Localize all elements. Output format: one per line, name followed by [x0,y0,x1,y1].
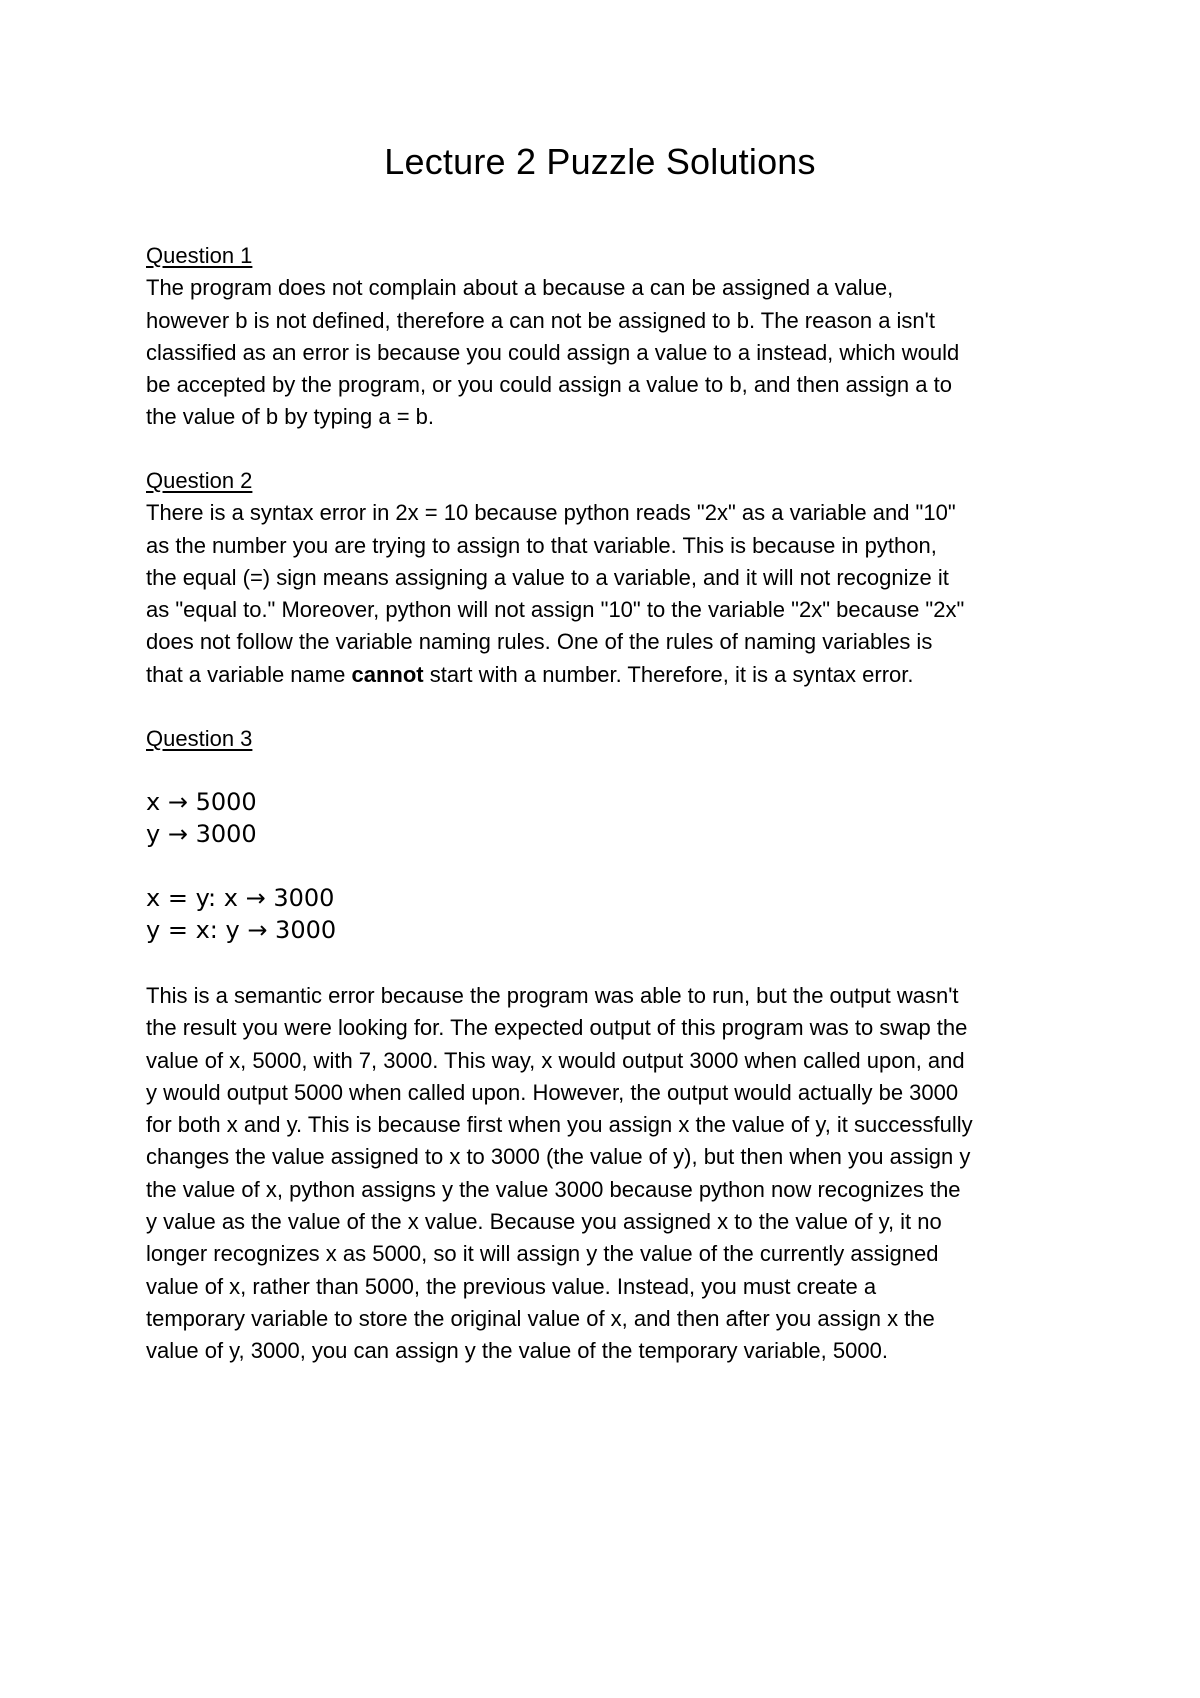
code-block-assignments [146,882,646,946]
code-line: y = x: y → 3000 [146,916,337,944]
question-3-line: the result you were looking for. The expected output of this program was to swap the [146,1015,968,1041]
question-2-line: the equal (=) sign means assigning a value to a variable, and it will not recognize it [146,564,949,590]
code-line: x = y: x → 3000 [146,884,335,912]
question-3-line: temporary variable to store the original value of x, and then after you assign x the [146,1305,935,1331]
question-1-line: the value of b by typing a = b. [146,404,435,430]
question-2-heading: Question 2 [146,468,253,493]
code-line: y → 3000 [146,820,257,848]
question-1-line: classified as an error is because you could assign a value to a instead, which would [146,339,960,365]
emphasis-cannot: cannot [351,661,424,687]
question-3-line: changes the value assigned to x to 3000 (the value of y), but then when you assign y [146,1144,971,1170]
question-2-line: There is a syntax error in 2x = 10 because python reads "2x" as a variable and "10" [146,500,956,526]
question-3-heading: Question 3 [146,726,253,751]
code-line: x → 5000 [146,788,257,816]
question-3-line: value of x, rather than 5000, the previous value. Instead, you must create a [146,1273,877,1299]
question-2-line: as the number you are trying to assign to that variable. This is because in python, [146,532,937,558]
question-3-line: the value of x, python assigns y the value 3000 because python now recognizes the [146,1176,961,1202]
code-block-initial-values [146,786,646,850]
question-3-explanation [146,980,1076,1368]
question-3-heading-block [146,723,1076,755]
question-1-line: however b is not defined, therefore a can not be assigned to b. The reason a isn't [146,307,935,333]
question-2-last-line-end: start with a number. Therefore, it is a syntax error. [423,661,914,687]
question-3-line: for both x and y. This is because first when you assign x the value of y, it successfully [146,1112,973,1138]
question-2-last-line-start: that a variable name [146,661,352,687]
question-3-line: value of y, 3000, you can assign y the value of the temporary variable, 5000. [146,1338,888,1364]
question-1-heading: Question 1 [146,243,253,268]
question-3-line: This is a semantic error because the program was able to run, but the output wasn't [146,983,959,1008]
question-2-line: as "equal to." Moreover, python will not assign "10" to the variable "2x" because "2x" [146,597,965,623]
question-2-section [146,465,1076,691]
question-3-line: longer recognizes x as 5000, so it will assign y the value of the currently assigned [146,1241,939,1267]
question-3-line: value of x, 5000, with 7, 3000. This way, x would output 3000 when called upon, and [146,1047,965,1073]
question-2-line: does not follow the variable naming rules. One of the rules of naming variables is [146,629,933,655]
question-1-line: be accepted by the program, or you could assign a value to b, and then assign a to [146,372,952,398]
page-title: Lecture 2 Puzzle Solutions [384,141,816,182]
question-1-line: The program does not complain about a because a can be assigned a value, [146,275,894,301]
question-3-line: y value as the value of the x value. Because you assigned x to the value of y, it no [146,1209,942,1235]
question-3-line: y would output 5000 when called upon. However, the output would actually be 3000 [146,1079,959,1105]
question-1-section [146,240,1076,434]
question-2-last-line [146,659,1076,691]
